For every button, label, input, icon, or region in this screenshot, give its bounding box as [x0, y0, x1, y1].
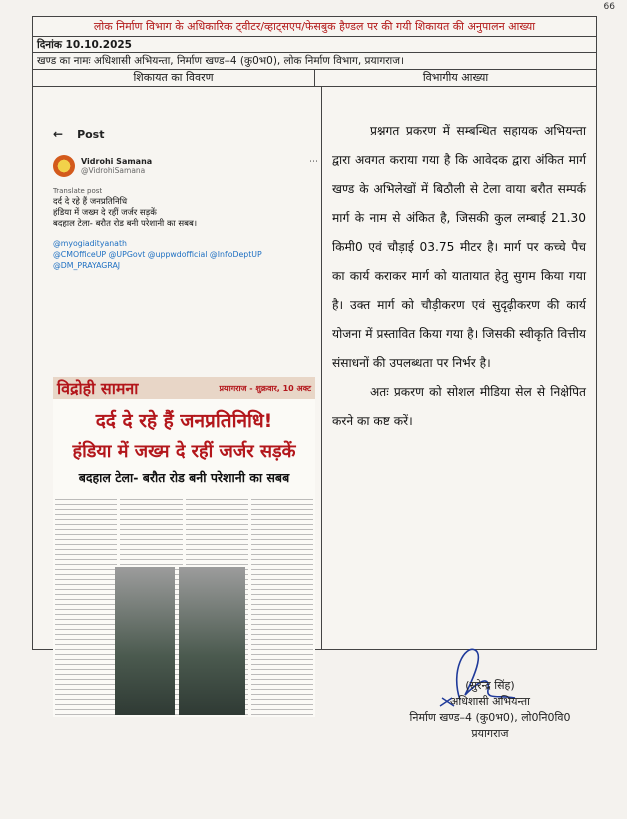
page-number: 66 — [603, 2, 615, 12]
road-photo — [115, 567, 175, 715]
report-column-header: विभागीय आख्या — [422, 71, 489, 84]
report-title: लोक निर्माण विभाग के अधिकारिक ट्वीटर/व्हाट्सएप/फेसबुक हैण्डल पर की गयी शिकायत की अनुपालन आख्या — [33, 17, 596, 37]
report-cell — [322, 87, 596, 649]
more-options-icon: ⋯ — [309, 157, 318, 167]
signatory-designation: अधिशासी अभियन्ता — [449, 695, 530, 708]
headline-2: हंडिया में जख्म दे रहीं जर्जर सड़कें — [72, 441, 296, 462]
tweet-line: दर्द दे रहे हैं जनप्रतिनिधि — [53, 197, 128, 207]
signatory-place: प्रयागराज — [471, 727, 509, 740]
headline-1: दर्द दे रहे हैं जनप्रतिनिधि! — [95, 410, 273, 432]
translate-link: Translate post — [53, 187, 103, 195]
post-label: Post — [77, 127, 105, 141]
tweet-line: हंडिया में जख्म दे रहीं जर्जर सड़कें — [53, 208, 157, 218]
road-photo — [179, 567, 245, 715]
report-paragraph: अतः प्रकरण को सोशल मीडिया सेल से निक्षेपित करने का कष्ट करें। — [332, 385, 586, 428]
tweet-user-name: Vidrohi Samana — [81, 157, 153, 166]
report-paragraph: प्रश्नगत प्रकरण में सम्बन्धित सहायक अभियन्ता द्वारा अवगत कराया गया है कि आवेदक द्वारा अंकित मार्ग खण्ड के अभिलेखों में बिठौली से टेला वाया बरौत सम्पर्क मार्ग के नाम से अंकित है, जिसकी कुल लम्बाई 21.30 किमी0 एवं चौड़ाई 03.75 मीटर है। मार्ग पर कच्चे पैच का कार्य कराकर मार्ग को यातायात हेतु सुगम किया गया है। उक्त मार्ग को चौड़ीकरण एवं सुदृढ़ीकरण की कार्य योजना में प्रस्तावित किया गया है। जिसकी स्वीकृति वित्तीय संसाधनों की उपलब्धता पर निर्भर है। — [332, 124, 586, 370]
tweet-line: बदहाल टेला- बरौत रोड बनी परेशानी का सबब। — [53, 219, 198, 229]
report-table — [32, 16, 597, 650]
column-headers — [33, 70, 596, 87]
newspaper-clipping — [53, 377, 315, 717]
signature-block — [380, 678, 600, 742]
complaint-column-header: शिकायत का विवरण — [33, 70, 315, 86]
division-name: खण्ड का नामः अधिशासी अभियन्ता, निर्माण खण्ड–4 (कु0भ0), लोक निर्माण विभाग, प्रयागराज। — [33, 53, 596, 70]
newspaper-dateline: प्रयागराज - शुक्रवार, 10 अक्ट — [219, 383, 311, 393]
headline-3: बदहाल टेला- बरौत रोड बनी परेशानी का सबब — [78, 470, 290, 485]
tweet-screenshot — [53, 127, 318, 271]
signatory-office: निर्माण खण्ड–4 (कु0भ0), लो0नि0वि0 — [409, 711, 571, 724]
tweet-handle: @VidrohiSamana — [81, 166, 146, 175]
avatar — [53, 155, 75, 177]
signatory-name: (सुरेन्द्र सिंह) — [465, 679, 515, 692]
complaint-cell — [33, 87, 322, 649]
tweet-mention: @myogiadityanath — [53, 239, 127, 248]
tweet-mention: @CMOfficeUP @UPGovt @uppwdofficial @InfoDeptUP — [53, 250, 262, 259]
newspaper-name: विद्रोही सामना — [57, 379, 139, 398]
back-arrow-icon: ← — [53, 127, 64, 141]
tweet-mention: @DM_PRAYAGRAJ — [53, 261, 121, 270]
report-date: दिनांक 10.10.2025 — [33, 37, 596, 53]
